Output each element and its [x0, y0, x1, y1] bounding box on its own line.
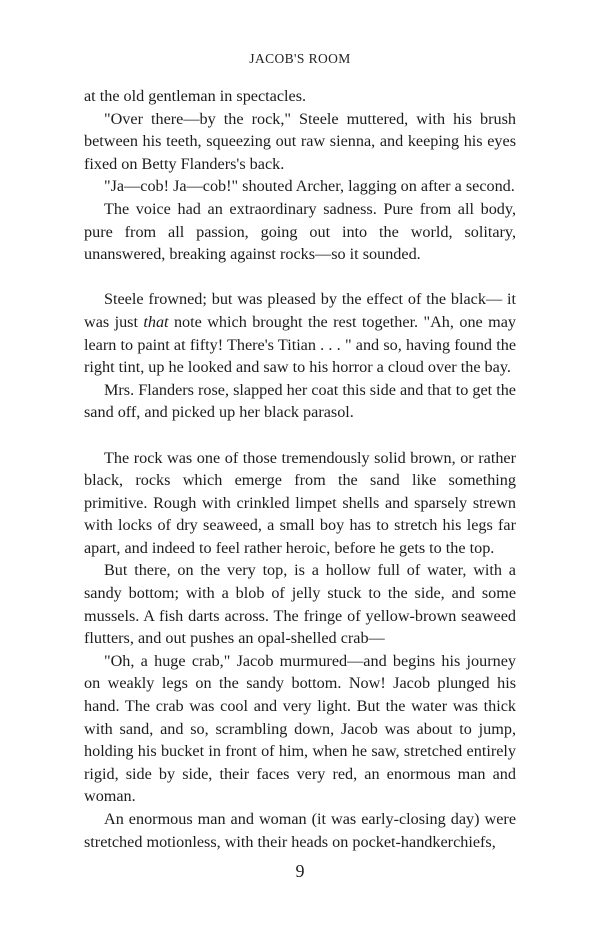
- paragraph-steele-muttered: "Over there—by the rock," Steele muttered, with his brush between his teeth, squeezing out raw sienna, and keeping his eyes fixed on Betty Flanders's back.: [84, 109, 516, 173]
- paragraph-huge-crab: "Oh, a huge crab," Jacob murmured—and begins his journey on weakly legs on the sandy bottom. Now! Jacob plunged his hand. The crab was cool and very light. But the water was thick with sand, and so, scrambling down, Jacob was about to jump, holding his bucket in front of him, when he saw, stretched entirely rigid, side by side, their faces very red, an enormous man and woman.: [84, 651, 516, 806]
- paragraph-voice-sadness: The voice had an extraordinary sadness. Pure from all body, pure from all passion, going out into the world, solitary, unanswered, breaking against rocks—so it sounded.: [84, 199, 516, 264]
- paragraph-enormous-man-woman: An enormous man and woman (it was early-closing day) were stretched motionless, with their heads on pocket-handkerchiefs,: [84, 810, 516, 851]
- paragraph-steele-frowned: [84, 288, 516, 378]
- paragraph-hollow-water: But there, on the very top, is a hollow full of water, with a sandy bottom; with a blob of jelly stuck to the side, and some mussels. A fish darts across. The fringe of yellow-brown seaweed flutters, and out pushes an opal-shelled crab—: [84, 561, 516, 648]
- paragraph-mrs-flanders-rose: Mrs. Flanders rose, slapped her coat this side and that to get the sand off, and picked up her black parasol.: [84, 380, 516, 422]
- paragraph-continuation: at the old gentleman in spectacles.: [84, 87, 307, 105]
- paragraph-steele-frowned-part-1: Steele frowned; but was pleased by the effect of the black— it was just: [84, 290, 516, 331]
- paragraph-steele-frowned-part-2: note which brought the rest together. "Ah, one may learn to paint at fifty! There's Titian . . . " and so, having found the right tint, up he looked and saw to his horror a cloud over the bay.: [84, 312, 516, 377]
- paragraph-archer-shouted: "Ja—cob! Ja—cob!" shouted Archer, lagging on after a second.: [104, 177, 515, 196]
- running-head-title: JACOB'S ROOM: [249, 51, 351, 66]
- page-text-block: [84, 85, 516, 853]
- emphasis-that: that: [143, 312, 169, 331]
- page-number: 9: [295, 861, 305, 881]
- section-break: [84, 424, 516, 447]
- paragraph-the-rock: The rock was one of those tremendously solid brown, or rather black, rocks which emerge from the sand like something primitive. Rough with crinkled limpet shells and sparsely strewn with locks of dry seaweed, a small boy has to stretch his legs far apart, and indeed to feel rather heroic, before he gets to the top.: [84, 448, 516, 557]
- section-break: [84, 266, 516, 289]
